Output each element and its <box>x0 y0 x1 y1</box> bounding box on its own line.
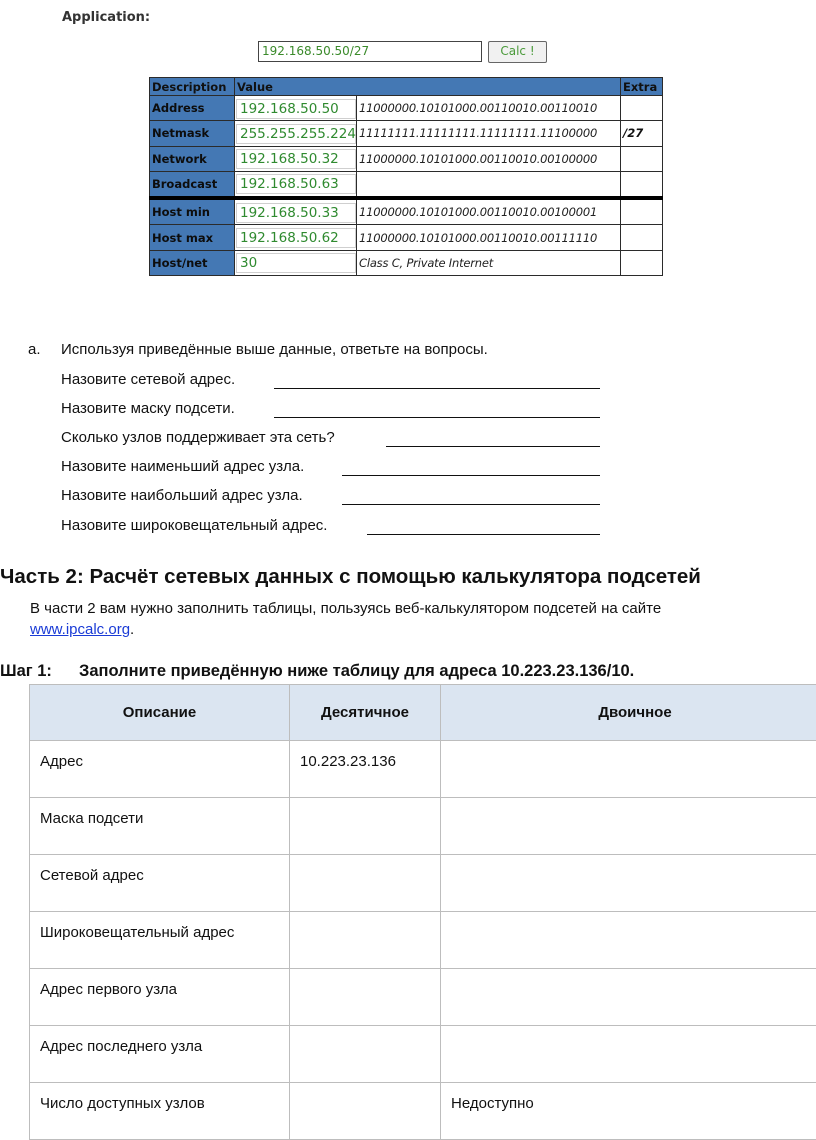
question-text: Назовите наибольший адрес узла. <box>61 487 303 504</box>
row-netmask <box>150 121 663 146</box>
cell-decimal[interactable] <box>290 855 441 912</box>
cell-binary[interactable] <box>441 969 816 1026</box>
header-description: Описание <box>30 685 290 741</box>
cell-description: Адрес первого узла <box>30 969 290 1026</box>
row-host-max <box>150 225 663 250</box>
row-label: Netmask <box>150 121 235 146</box>
cell-description: Маска подсети <box>30 798 290 855</box>
question-item <box>61 458 601 478</box>
row-extra <box>621 96 663 121</box>
ipcalc-result-table <box>149 77 663 276</box>
cell-decimal[interactable]: 10.223.23.136 <box>290 741 441 798</box>
row-extra <box>621 198 663 225</box>
cell-binary[interactable] <box>441 741 816 798</box>
cell-binary[interactable] <box>441 1026 816 1083</box>
item-letter: a. <box>28 341 61 358</box>
answer-line[interactable] <box>342 504 600 505</box>
row-broadcast <box>150 171 663 198</box>
table-row <box>30 741 816 798</box>
header-description: Description <box>150 78 235 96</box>
header-extra: Extra <box>621 78 663 96</box>
row-host-net <box>150 250 663 275</box>
row-label: Host/net <box>150 250 235 275</box>
ip-address-input[interactable]: 192.168.50.50/27 <box>258 41 482 62</box>
question-item <box>61 517 601 537</box>
question-item <box>61 371 601 391</box>
row-binary <box>357 171 621 198</box>
row-label: Address <box>150 96 235 121</box>
header-binary: Двоичное <box>441 685 816 741</box>
header-value: Value <box>235 78 621 96</box>
cell-decimal[interactable] <box>290 798 441 855</box>
question-item <box>61 400 601 420</box>
cell-binary[interactable]: Недоступно <box>441 1083 816 1140</box>
step1-heading <box>0 662 634 681</box>
row-label: Host min <box>150 198 235 225</box>
calc-button[interactable]: Calc ! <box>488 41 547 63</box>
row-network <box>150 146 663 171</box>
row-binary: 11111111.11111111.11111111.11100000 <box>357 121 621 146</box>
cell-description: Число доступных узлов <box>30 1083 290 1140</box>
row-value: 192.168.50.62 <box>236 228 356 248</box>
part2-intro-end: . <box>130 621 134 638</box>
row-value: 192.168.50.32 <box>236 149 356 169</box>
cell-binary[interactable] <box>441 798 816 855</box>
row-binary: Class C, Private Internet <box>357 250 621 275</box>
question-text: Назовите сетевой адрес. <box>61 371 235 388</box>
answer-line[interactable] <box>386 446 600 447</box>
row-extra <box>621 225 663 250</box>
row-binary: 11000000.10101000.00110010.00100000 <box>357 146 621 171</box>
row-binary: 11000000.10101000.00110010.00100001 <box>357 198 621 225</box>
table-row <box>30 1083 816 1140</box>
application-title: Application: <box>62 10 150 25</box>
questions-intro <box>28 341 488 358</box>
cell-decimal[interactable] <box>290 912 441 969</box>
row-extra: /27 <box>621 121 663 146</box>
cell-decimal[interactable] <box>290 969 441 1026</box>
cell-description: Широковещательный адрес <box>30 912 290 969</box>
step1-table <box>29 684 816 1140</box>
row-extra <box>621 146 663 171</box>
questions-intro-text: Используя приведённые выше данные, ответьте на вопросы. <box>61 341 488 358</box>
cell-decimal[interactable] <box>290 1026 441 1083</box>
row-value: 30 <box>236 253 356 273</box>
question-text: Назовите наименьший адрес узла. <box>61 458 304 475</box>
row-value: 255.255.255.224 <box>236 124 356 144</box>
question-item <box>61 429 601 449</box>
cell-binary[interactable] <box>441 912 816 969</box>
answer-line[interactable] <box>367 534 600 535</box>
row-host-min <box>150 198 663 225</box>
row-label: Network <box>150 146 235 171</box>
cell-description: Адрес последнего узла <box>30 1026 290 1083</box>
row-label: Broadcast <box>150 171 235 198</box>
step-number: Шаг 1: <box>0 662 79 681</box>
question-text: Назовите маску подсети. <box>61 400 235 417</box>
part2-intro-text: В части 2 вам нужно заполнить таблицы, пользуясь веб-калькулятором подсетей на сайте <box>30 600 661 617</box>
cell-decimal[interactable] <box>290 1083 441 1140</box>
row-binary: 11000000.10101000.00110010.00111110 <box>357 225 621 250</box>
answer-line[interactable] <box>274 388 600 389</box>
question-item <box>61 487 601 507</box>
row-value: 192.168.50.50 <box>236 99 356 119</box>
row-value: 192.168.50.33 <box>236 203 356 223</box>
table-row <box>30 912 816 969</box>
header-decimal: Десятичное <box>290 685 441 741</box>
row-extra <box>621 171 663 198</box>
row-label: Host max <box>150 225 235 250</box>
cell-description: Адрес <box>30 741 290 798</box>
ipcalc-link[interactable]: www.ipcalc.org <box>30 621 130 638</box>
part2-heading: Часть 2: Расчёт сетевых данных с помощью калькулятора подсетей <box>0 565 701 589</box>
question-text: Назовите широковещательный адрес. <box>61 517 327 534</box>
table-row <box>30 798 816 855</box>
row-extra <box>621 250 663 275</box>
table-row <box>30 1026 816 1083</box>
step-text: Заполните приведённую ниже таблицу для адреса 10.223.23.136/10. <box>79 662 634 680</box>
row-value: 192.168.50.63 <box>236 174 356 194</box>
answer-line[interactable] <box>342 475 600 476</box>
table-row <box>30 855 816 912</box>
table-row <box>30 969 816 1026</box>
question-text: Сколько узлов поддерживает эта сеть? <box>61 429 335 446</box>
row-address <box>150 96 663 121</box>
answer-line[interactable] <box>274 417 600 418</box>
part2-intro <box>30 598 661 640</box>
cell-description: Сетевой адрес <box>30 855 290 912</box>
row-binary: 11000000.10101000.00110010.00110010 <box>357 96 621 121</box>
cell-binary[interactable] <box>441 855 816 912</box>
